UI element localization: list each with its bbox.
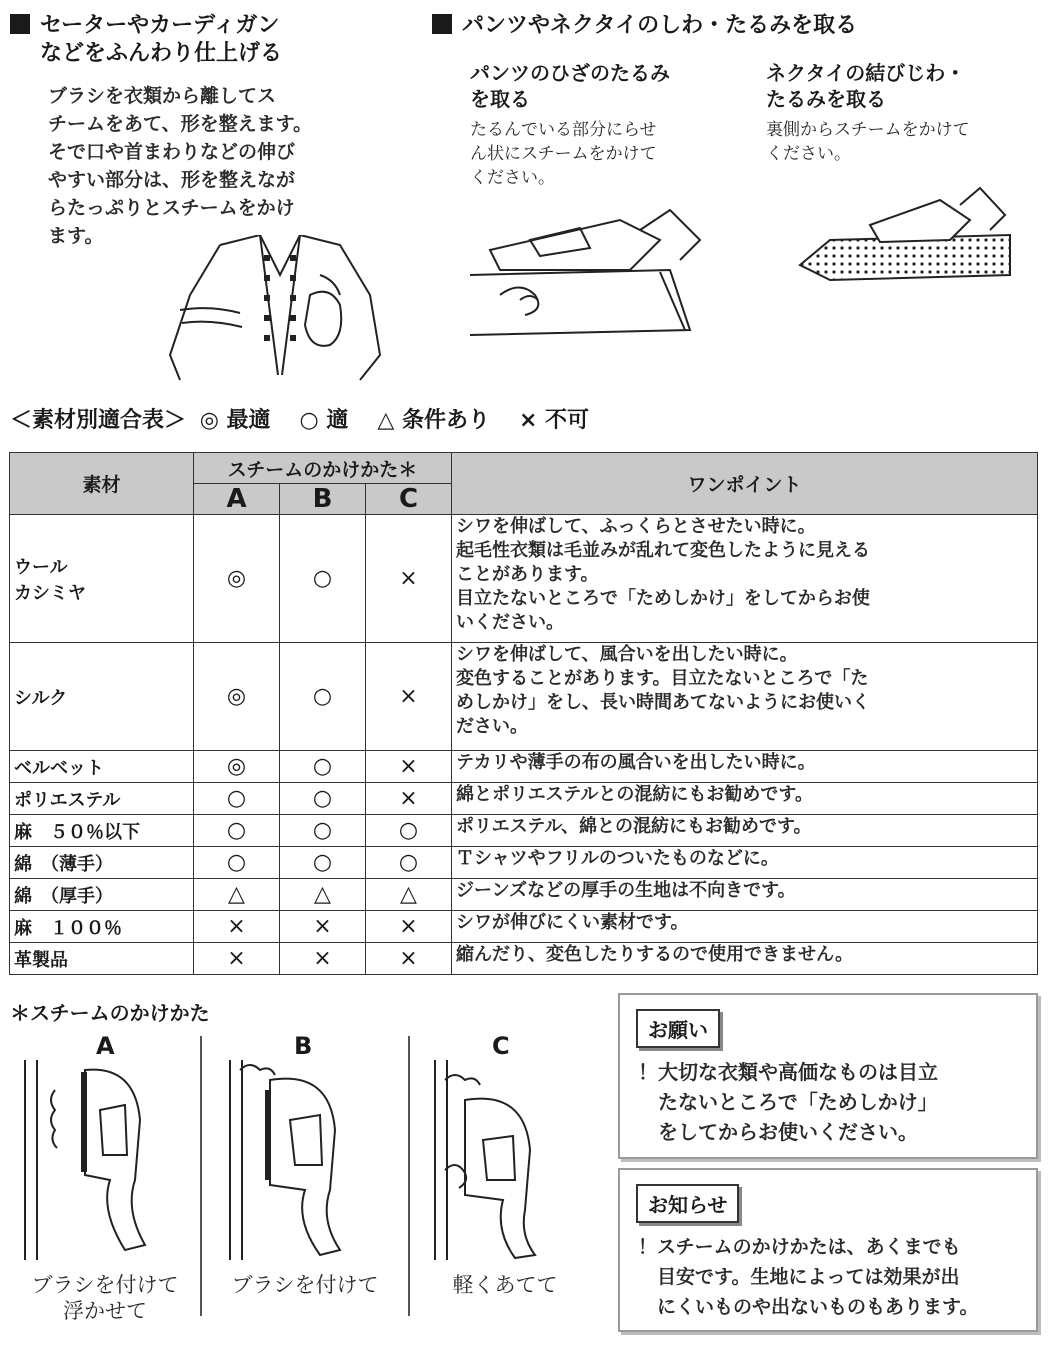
request-tag: お願い xyxy=(636,1009,720,1048)
body-line: ください。 xyxy=(766,144,851,164)
heading-line: たるみを取る xyxy=(766,87,886,111)
suitability-b: × xyxy=(280,943,366,975)
square-bullet-icon xyxy=(432,14,452,34)
header-col-a: A xyxy=(194,484,280,515)
suitability-a: × xyxy=(194,943,280,975)
note-line: シワを伸ばして、風合いを出したい時に。 xyxy=(456,644,798,665)
material-name-line: ウール xyxy=(14,556,68,578)
heading-line: パンツのひざのたるみ xyxy=(470,61,670,85)
note-line: 目安です。生地によっては効果が出 xyxy=(638,1266,960,1288)
material-name-line: カシミヤ xyxy=(14,582,86,604)
tie-steaming-illustration xyxy=(790,180,1020,300)
method-b-label: B xyxy=(294,1032,313,1060)
method-a-illustration xyxy=(15,1060,185,1260)
suitability-a: ○ xyxy=(194,847,280,879)
body-line: やすい部分は、形を整えなが xyxy=(48,169,296,191)
note-line: にくいものや出ないものもあります。 xyxy=(638,1296,979,1318)
note-line: ださい。 xyxy=(456,716,528,737)
method-a-caption xyxy=(10,1272,200,1324)
table-row xyxy=(10,643,1038,751)
caption-line: ブラシを付けて xyxy=(31,1273,179,1297)
note-line: ことがあります。 xyxy=(456,564,599,585)
heading-line: ネクタイの結びじわ・ xyxy=(766,61,966,85)
suitability-b: ○ xyxy=(280,783,366,815)
pants-steaming-illustration xyxy=(470,200,720,340)
one-point-note xyxy=(452,911,1038,943)
sweater-steaming-illustration xyxy=(160,235,400,385)
note-line: 縮んだり、変色したりするので使用できません。 xyxy=(456,944,854,965)
table-row xyxy=(10,751,1038,783)
note-line: ！大切な衣類や高価なものは目立 xyxy=(638,1060,938,1084)
notice-text xyxy=(638,1232,1038,1322)
note-line: Ｔシャツやフリルのついたものなどに。 xyxy=(456,848,779,869)
one-point-note xyxy=(452,815,1038,847)
tie-body xyxy=(766,118,1046,166)
suitability-c: × xyxy=(366,943,452,975)
suitability-c: × xyxy=(366,643,452,751)
table-row xyxy=(10,515,1038,643)
header-col-b: B xyxy=(280,484,366,515)
body-line: らたっぷりとスチームをかけ xyxy=(48,197,295,219)
note-line: ジーンズなどの厚手の生地は不向きです。 xyxy=(456,880,796,901)
body-line: たるんでいる部分にらせ xyxy=(470,120,657,140)
title-line: セーターやカーディガン xyxy=(40,13,280,38)
suitability-a: ◎ xyxy=(194,643,280,751)
suitability-b: ○ xyxy=(280,815,366,847)
legend-conditional: △ 条件あり xyxy=(377,408,490,433)
suitability-c: × xyxy=(366,783,452,815)
note-line: めしかけ」をし、長い時間あてないようにお使いく xyxy=(456,692,870,713)
title-line: などをふんわり仕上げる xyxy=(40,41,283,66)
material-name xyxy=(10,943,194,975)
caption-line: 浮かせて xyxy=(63,1299,147,1323)
table-row xyxy=(10,911,1038,943)
section-sweater-body xyxy=(48,82,378,250)
body-line: チームをあて、形を整えます。 xyxy=(48,113,313,135)
tie-heading xyxy=(766,60,965,112)
note-line: ポリエステル、綿との混紡にもお勧めです。 xyxy=(456,816,812,837)
material-compatibility-table xyxy=(9,452,1038,975)
one-point-note xyxy=(452,751,1038,783)
suitability-c: × xyxy=(366,751,452,783)
suitability-a: ◎ xyxy=(194,515,280,643)
suitability-b: × xyxy=(280,911,366,943)
suitability-a: ◎ xyxy=(194,751,280,783)
note-line: 綿とポリエステルとの混紡にもお勧めです。 xyxy=(456,784,813,805)
material-legend xyxy=(10,406,595,436)
one-point-note xyxy=(452,943,1038,975)
material-name xyxy=(10,815,194,847)
suitability-a: △ xyxy=(194,879,280,911)
square-bullet-icon xyxy=(10,14,30,34)
suitability-a: × xyxy=(194,911,280,943)
section-sweater-title xyxy=(10,12,282,68)
suitability-b: ○ xyxy=(280,643,366,751)
divider xyxy=(200,1036,202,1316)
one-point-note xyxy=(452,515,1038,643)
one-point-note xyxy=(452,783,1038,815)
body-line: ん状にスチームをかけて xyxy=(470,144,657,164)
section-pants-tie-title xyxy=(432,12,857,40)
legend-good: ○ 適 xyxy=(299,408,349,433)
material-name xyxy=(10,783,194,815)
method-c-label: C xyxy=(492,1032,510,1060)
body-line: そで口や首まわりなどの伸び xyxy=(48,141,296,163)
suitability-b: ○ xyxy=(280,847,366,879)
note-line: シワが伸びにくい素材です。 xyxy=(456,912,689,933)
notice-box xyxy=(618,1168,1038,1332)
body-line: ます。 xyxy=(48,225,104,247)
suitability-c: △ xyxy=(366,879,452,911)
table-row xyxy=(10,815,1038,847)
material-name-line: ベルベット xyxy=(14,757,104,779)
material-name xyxy=(10,515,194,643)
suitability-b: △ xyxy=(280,879,366,911)
note-line: ！スチームのかけかたは、あくまでも xyxy=(638,1236,961,1258)
table-row xyxy=(10,847,1038,879)
suitability-c: × xyxy=(366,515,452,643)
note-line: シワを伸ばして、ふっくらとさせたい時に。 xyxy=(456,516,816,537)
material-name-line: 革製品 xyxy=(14,949,68,971)
request-text xyxy=(638,1057,1038,1147)
method-c-illustration xyxy=(425,1060,595,1260)
material-name-line: 麻 ５０％以下 xyxy=(14,821,140,843)
title-text: パンツやネクタイのしわ・たるみを取る xyxy=(462,13,858,38)
note-line: たないところで「ためしかけ」 xyxy=(638,1090,938,1114)
header-col-c: C xyxy=(366,484,452,515)
note-line: いください。 xyxy=(456,612,564,633)
material-name xyxy=(10,847,194,879)
body-line: ください。 xyxy=(470,168,555,188)
suitability-a: ○ xyxy=(194,783,280,815)
suitability-c: ○ xyxy=(366,847,452,879)
suitability-a: ○ xyxy=(194,815,280,847)
body-line: 裏側からスチームをかけて xyxy=(766,120,970,140)
steam-method-title: ＊スチームのかけかた xyxy=(10,1001,210,1025)
note-line: 起毛性衣類は毛並みが乱れて変色したように見える xyxy=(456,540,870,561)
notice-tag: お知らせ xyxy=(636,1184,739,1223)
material-name xyxy=(10,751,194,783)
note-line: をしてからお使いください。 xyxy=(638,1120,918,1144)
header-material: 素材 xyxy=(10,453,194,515)
method-b-illustration xyxy=(220,1060,390,1260)
material-name xyxy=(10,879,194,911)
heading-line: を取る xyxy=(470,87,530,111)
method-a-label: A xyxy=(96,1032,115,1060)
header-one-point: ワンポイント xyxy=(452,453,1038,515)
one-point-note xyxy=(452,643,1038,751)
header-steam-method: スチームのかけかた＊ xyxy=(194,453,452,484)
legend-not-allowed: × 不可 xyxy=(518,408,590,433)
note-line: 変色することがあります。目立たないところで「た xyxy=(456,668,869,689)
table-row xyxy=(10,943,1038,975)
table-row xyxy=(10,879,1038,911)
one-point-note xyxy=(452,879,1038,911)
material-name-line: 綿 （薄手） xyxy=(14,853,113,875)
suitability-c: ○ xyxy=(366,815,452,847)
material-name-line: シルク xyxy=(14,687,68,709)
material-name-line: 綿 （厚手） xyxy=(14,885,113,907)
body-line: ブラシを衣類から離してス xyxy=(48,85,277,107)
legend-best: ◎ 最適 xyxy=(199,408,271,433)
material-name-line: 麻 １００％ xyxy=(14,917,122,939)
material-name xyxy=(10,643,194,751)
material-name xyxy=(10,911,194,943)
pants-heading xyxy=(470,60,670,112)
material-name-line: ポリエステル xyxy=(14,789,121,811)
note-line: テカリや薄手の布の風合いを出したい時に。 xyxy=(456,752,816,773)
one-point-note xyxy=(452,847,1038,879)
pants-body xyxy=(470,118,730,190)
method-b-caption: ブラシを付けて xyxy=(231,1273,379,1297)
table-row xyxy=(10,783,1038,815)
request-box xyxy=(618,993,1038,1159)
suitability-b: ○ xyxy=(280,751,366,783)
method-c-caption: 軽くあてて xyxy=(452,1273,558,1297)
suitability-c: × xyxy=(366,911,452,943)
note-line: 目立たないところで「ためしかけ」をしてからお使 xyxy=(456,588,870,609)
legend-title: ＜素材別適合表＞ xyxy=(10,408,187,433)
suitability-b: ○ xyxy=(280,515,366,643)
